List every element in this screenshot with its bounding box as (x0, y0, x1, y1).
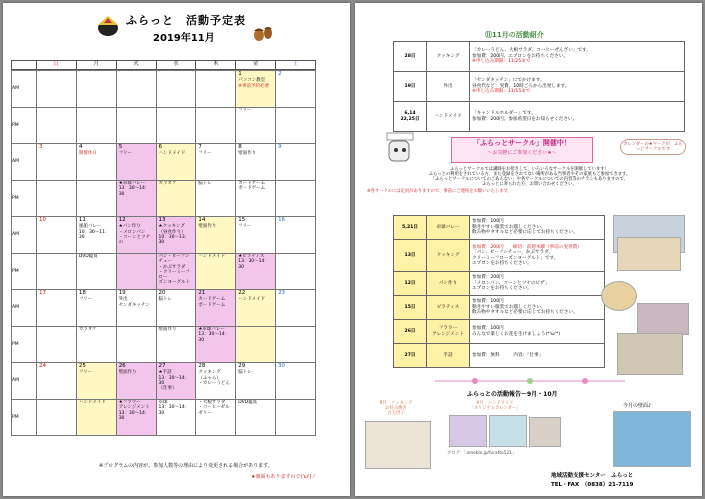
event-text: （昼食作り） (158, 229, 186, 235)
event-text: ★手話 (158, 370, 172, 376)
day-cell-pm (116, 254, 156, 290)
description-line: エプロンをお持ちください。 (472, 260, 532, 266)
month-subtitle: 2019年11月 (153, 33, 215, 44)
event-text: ・カレーうどん (198, 380, 230, 386)
day-cell-am (196, 290, 236, 327)
description-line: 参加費：100円 (472, 326, 504, 332)
day-cell-am (76, 363, 116, 400)
report-caption-handmade (455, 401, 535, 411)
day-cell-pm (156, 181, 196, 217)
event-text: 壁面作り (198, 224, 217, 230)
pm-label: PM (12, 254, 37, 290)
description-line: 動きやすい服装でお越しください。 (472, 304, 546, 310)
description-line: みんなで楽しくお花を生けましょう(*'ω'*) (472, 331, 561, 337)
day-number: 9 (278, 144, 282, 150)
day-cell-am (236, 144, 276, 181)
day-number: 30 (278, 363, 286, 369)
day-number: 23 (278, 290, 286, 296)
schedule-date: 27日 (394, 344, 427, 368)
day-cell-am (156, 144, 196, 181)
schedule-activity: ハンドメイド (427, 102, 470, 132)
schedule-activity: 卓球バレー (427, 216, 470, 240)
description-line: 昼食代など：実費。10時ごろから出発します。 (472, 83, 570, 89)
event-text: 10：30〜11：30 (78, 229, 110, 240)
description-line: 「メロンパン、コーンとツナのピザ」 (472, 280, 550, 286)
schedule-date: 12日 (394, 272, 427, 296)
photo-calendar-2 (489, 415, 527, 447)
event-text: ・かぶサラダ (158, 264, 186, 270)
event-text: ・コーヒーゼルゼリー (198, 405, 230, 416)
event-text: 脳トレ (198, 181, 212, 186)
caption-line: 白玉団子 (387, 411, 405, 416)
day-cell-pm (276, 108, 316, 144)
weekday-tue: 火 (116, 61, 156, 70)
event-text: フリー (238, 108, 252, 113)
circle-text-line: ふらっとに寄られた方、お問い合わせください。 (482, 182, 577, 187)
event-text: 13：30〜14：30 (158, 375, 190, 386)
day-cell-pm (156, 254, 196, 290)
event-text: ★卓球バレー (118, 181, 146, 186)
event-text: 13：30〜14：30 (238, 259, 269, 270)
schedule-date: 6,14 22,25日 (394, 102, 427, 132)
schedule-activity: クッキング (427, 240, 470, 272)
day-cell-pm (37, 327, 77, 363)
note-reverse: ★裏面もありますので('ω')ノ (251, 474, 317, 480)
activity-page (355, 3, 702, 496)
mascot-icon (383, 131, 417, 165)
day-number: 11 (78, 217, 86, 223)
day-number: 14 (198, 217, 206, 223)
day-cell-am (116, 217, 156, 254)
description-line: 「カレーうどん、大根サラダ、コーヒーぜんざい」です。 (472, 48, 591, 54)
day-number: 13 (158, 217, 166, 223)
schedule-row (394, 102, 685, 132)
day-cell-am (276, 290, 316, 327)
day-cell-pm (156, 400, 196, 436)
day-cell-pm (236, 400, 276, 436)
event-text: センダキッチン (118, 302, 150, 308)
event-text: 13：30〜14：30 (118, 186, 150, 197)
day-number: 20 (158, 290, 166, 296)
day-number: 29 (238, 363, 246, 369)
event-text: ★パン作り (118, 224, 141, 230)
day-number: 21 (198, 290, 206, 296)
day-number: 26 (118, 363, 126, 369)
photo-okonomiyaki (365, 421, 431, 469)
day-cell-pm (236, 254, 276, 290)
day-number: 28 (198, 363, 206, 369)
event-text: 10：30〜13：30 (158, 234, 190, 246)
circle-text-line: ふらっとサークルでは講師をお招きして、いろいろなサークルを開催しています！ (450, 167, 609, 172)
day-cell-am (156, 363, 196, 400)
circle-banner (451, 137, 593, 163)
am-label: AM (12, 290, 37, 327)
event-text: ボードゲーム (198, 302, 226, 308)
report-caption-wall: 今月の壁面♪ (623, 403, 652, 409)
schedule-description (470, 344, 605, 368)
event-text: （ふゃら） (198, 375, 221, 381)
day-number: 8 (238, 144, 242, 150)
weekday-sat: 土 (276, 61, 316, 70)
day-cell-pm (76, 108, 116, 144)
schedule-row (394, 216, 605, 240)
circle-title: 「ふらっとサークル」開催中！ (473, 139, 571, 147)
day-number: 18 (78, 290, 86, 296)
event-text: 壁面作り (158, 327, 177, 332)
circle-schedule-table (393, 215, 605, 368)
day-cell-pm (196, 108, 236, 144)
event-text: 風船バレー (78, 224, 102, 230)
day-number: 4 (78, 144, 83, 150)
pm-label: PM (12, 400, 37, 436)
event-text: 13：30〜14：30 (198, 332, 230, 343)
description-line: 参加費：100円 (472, 299, 504, 305)
circle-text-line: 「ふらっとサークルについてのごあんない」や各サークルについての内容等のチラシもありますので、 (430, 177, 629, 182)
schedule-date: 5,21日 (394, 216, 427, 240)
description-line: 参加費：200円。参加希望日をお知らせください。 (472, 116, 578, 122)
event-text: 開催休日 (78, 151, 97, 157)
am-label: AM (12, 363, 37, 400)
schedule-date: 28日 (394, 42, 427, 72)
daruma-icon (95, 13, 121, 37)
am-label: AM (12, 71, 37, 108)
description-line: 飲み物やタオルなど必要に応じてお持ちください。 (472, 310, 578, 316)
day-cell-pm (116, 327, 156, 363)
day-number: 6 (158, 144, 163, 150)
photo-calendar-1 (449, 415, 487, 447)
day-cell-pm (76, 327, 116, 363)
day-cell-pm (236, 327, 276, 363)
report-caption-cooking (373, 401, 419, 416)
circle-description (367, 167, 692, 194)
circle-bubble: カレンダーの★マークが、ふらっとサークルです (620, 139, 686, 155)
caption-line: 9月 ハンドメイド (476, 401, 514, 406)
event-text: フリー (78, 370, 93, 376)
day-cell-pm (236, 181, 276, 217)
day-cell-pm (236, 108, 276, 144)
event-text: 脳トレ (158, 297, 173, 303)
description-line: 「センダキッチン」にでかけます。 (472, 78, 545, 84)
event-text: ★クッキング (158, 224, 185, 230)
description-line: 動きやすい服装でお越しください。 (472, 224, 546, 230)
day-cell-am (37, 71, 77, 108)
schedule-date: 13日 (394, 240, 427, 272)
day-number: 15 (238, 217, 246, 223)
schedule-row (394, 344, 605, 368)
day-number: 5 (118, 144, 123, 150)
event-text: 13：30〜14：30 (158, 405, 190, 416)
schedule-date: 26日 (394, 320, 427, 344)
schedule-description (470, 240, 605, 272)
event-text: パソコン教室 (238, 78, 266, 84)
day-number: 10 (39, 217, 46, 223)
day-number: 1 (238, 71, 242, 77)
event-text: （仕事） (158, 386, 177, 392)
event-text: ★ピラティス (238, 254, 265, 259)
pm-label: PM (12, 108, 37, 144)
description-line: 参加費：200円 (472, 275, 504, 281)
caption-line: 「オリジナルカレンダー」 (469, 406, 521, 411)
schedule-description (470, 272, 605, 296)
schedule-row (394, 42, 685, 72)
event-text: カラオケ (158, 181, 177, 186)
event-text: ・クリーミーフロー (158, 269, 190, 281)
circle-subtitle: 〜お気軽にご参加ください★〜 (487, 150, 557, 156)
description-line: ※申し込み期限：11/15まで (472, 89, 531, 95)
day-cell-pm (196, 254, 236, 290)
day-cell-pm (116, 108, 156, 144)
day-number: 27 (158, 363, 166, 369)
schedule-activity: パン作り (427, 272, 470, 296)
photo-flower (617, 333, 683, 375)
event-text: フリー (118, 151, 133, 157)
schedule-activity: ピラティス (427, 296, 470, 320)
schedule-row (394, 272, 605, 296)
day-cell-am (116, 363, 156, 400)
day-cell-am (116, 71, 156, 108)
page-title: ふらっと 活動予定表 (126, 14, 246, 27)
description-line: 参加費：100円 (472, 219, 504, 225)
day-cell-am (276, 217, 316, 254)
day-cell-am (196, 363, 236, 400)
day-cell-pm (196, 327, 236, 363)
day-cell-am (76, 71, 116, 108)
weekday-fri: 金 (236, 61, 276, 70)
day-number: 12 (118, 217, 126, 223)
day-number: 16 (278, 217, 286, 223)
day-cell-pm (37, 108, 77, 144)
am-label: AM (12, 144, 37, 181)
event-text: DVD鑑賞 (78, 254, 98, 259)
event-text: パン・ビーフシチュー (158, 254, 190, 265)
pm-label: PM (12, 327, 37, 363)
day-cell-am (37, 144, 77, 181)
day-cell-pm (37, 181, 77, 217)
caption-line: お好み焼き (385, 406, 407, 411)
description-line: クリーミーフローズンヨーグルト」です。 (472, 255, 559, 261)
day-cell-am (156, 217, 196, 254)
event-text: ★卓球バレー (198, 327, 225, 332)
event-text: カードゲーム (198, 297, 226, 303)
event-text: 外出 (118, 297, 128, 303)
description-line: エプロンをお持ちください。 (472, 286, 532, 292)
day-cell-am (276, 363, 316, 400)
day-cell-pm (276, 400, 316, 436)
weekday-mon: 月 (76, 61, 116, 70)
photo-pilates (637, 303, 689, 335)
event-text: 壁面作り (238, 151, 257, 157)
schedule-description (470, 72, 685, 102)
day-cell-pm (156, 108, 196, 144)
circle-text-line: ふらっとの利用をされている方、また登録をされてない場所がある当事者やその家族もご参加できます。 (428, 172, 631, 177)
event-text: DVD鑑賞 (238, 400, 258, 405)
day-cell-am (37, 290, 77, 327)
day-cell-pm (76, 400, 116, 436)
event-text: ズンヨーグルト (158, 280, 190, 286)
day-cell-pm (276, 254, 316, 290)
day-cell-am (236, 290, 276, 327)
day-cell-am (276, 71, 316, 108)
event-text: フリー (78, 297, 93, 303)
schedule-activity: 手話 (427, 344, 470, 368)
day-cell-am (76, 290, 116, 327)
acorn-icon (251, 21, 275, 43)
event-text: ハンドメイド (198, 254, 226, 259)
event-text: アレンジメント (118, 405, 150, 411)
day-cell-pm (76, 181, 116, 217)
event-text: ・大根サラダ (198, 400, 226, 405)
schedule-row (394, 296, 605, 320)
weekday-wed: 水 (156, 61, 196, 70)
schedule-description (470, 42, 685, 72)
november-schedule-table (393, 41, 685, 132)
day-number: 17 (39, 290, 46, 296)
caption-line: 9月 クッキング (379, 401, 413, 406)
schedule-date: 15日 (394, 296, 427, 320)
note-change: ※プログラムの内容が、参加人数等の理由により変更される場合があります。 (99, 463, 273, 469)
event-text: フリー (238, 224, 252, 230)
day-cell-pm (276, 181, 316, 217)
schedule-description (470, 320, 605, 344)
divider-hearts (435, 375, 625, 387)
calendar-page (3, 3, 350, 496)
schedule-date: 19日 (394, 72, 427, 102)
day-cell-am (37, 363, 77, 400)
pm-label: PM (12, 181, 37, 217)
day-number: 3 (39, 144, 43, 150)
event-text: ハンドメイド (158, 151, 186, 157)
day-number: 2 (278, 71, 282, 77)
event-text: 脳トレ (238, 370, 252, 376)
description-line: 飲み物やタオルなど必要に応じてお持ちください。 (472, 230, 578, 236)
day-cell-am (276, 144, 316, 181)
footer-phone: TEL・FAX （0838）21-7119 (551, 482, 634, 488)
photo-bread (601, 281, 637, 311)
circle-text-line: ※各サークルには定員がありますので、事前にご連絡をお願いいたします。 (367, 189, 512, 194)
day-number: 22 (238, 290, 246, 296)
day-cell-am (76, 144, 116, 181)
day-cell-am (236, 363, 276, 400)
day-cell-pm (116, 400, 156, 436)
day-number: 25 (78, 363, 86, 369)
schedule-activity: 外出 (427, 72, 470, 102)
photo-wall-decoration (613, 411, 691, 467)
calendar-grid (11, 60, 316, 436)
day-cell-am (236, 71, 276, 108)
weekday-sun: 日 (37, 61, 77, 70)
description-line: ※申し込み期限：11/25まで (472, 59, 531, 65)
day-cell-am (156, 71, 196, 108)
description-line: 参加費：200円、エプロンをお持ちください。 (472, 53, 569, 59)
event-text: カードゲーム (238, 181, 266, 186)
day-number: 19 (118, 290, 126, 296)
day-cell-pm (156, 327, 196, 363)
day-cell-am (196, 217, 236, 254)
activity-heading: ⑪11月の活動紹介 (485, 31, 544, 39)
weekday-header (12, 61, 316, 70)
description-line: 「パン、ビーフシチュー、かぶサラダ、 (472, 250, 554, 256)
day-cell-pm (37, 400, 77, 436)
event-text: ボードゲーム (238, 186, 266, 192)
description-line: 参加費：無料 内容：「仕事」 (472, 352, 544, 358)
schedule-activity: クッキング (427, 42, 470, 72)
event-text: ハンドメイド (238, 297, 266, 303)
schedule-row (394, 72, 685, 102)
day-number: 7 (198, 144, 202, 150)
event-text: 13：30〜14：30 (118, 410, 150, 421)
day-cell-am (196, 71, 236, 108)
day-cell-pm (196, 181, 236, 217)
day-cell-am (116, 290, 156, 327)
event-text: ・コーンとツナの (118, 234, 151, 246)
event-text: ※事前予約必要 (238, 83, 269, 89)
day-cell-pm (37, 254, 77, 290)
day-cell-am (156, 290, 196, 327)
report-title: ふらっとの活動報告〜9月・10月 (467, 391, 558, 398)
day-cell-pm (76, 254, 116, 290)
blog-url: ブログ：「ameblo.jp/furatto521」 (447, 451, 517, 456)
event-text: ★フラワー (118, 400, 141, 405)
schedule-description (470, 296, 605, 320)
day-cell-am (236, 217, 276, 254)
event-text: クッキング (198, 370, 221, 376)
schedule-description (470, 102, 685, 132)
photo-cooking (617, 237, 681, 271)
event-text: 壁面作り (118, 370, 137, 376)
event-text: カラオケ (78, 327, 97, 332)
description-line: 「キャンドルホルダー」です。 (472, 111, 536, 117)
schedule-activity: フラワー アレンジメント (427, 320, 470, 344)
day-cell-am (196, 144, 236, 181)
day-cell-am (37, 217, 77, 254)
day-cell-am (76, 217, 116, 254)
event-text: 卓球 (158, 400, 168, 405)
day-cell-pm (116, 181, 156, 217)
photo-calendar-3 (529, 417, 561, 447)
day-cell-pm (196, 400, 236, 436)
event-text: ・メロンパン (118, 229, 146, 235)
event-text: フリー (198, 151, 212, 157)
day-cell-am (116, 144, 156, 181)
day-cell-pm (276, 327, 316, 363)
day-number: 24 (39, 363, 46, 369)
am-label: AM (12, 217, 37, 254)
event-text: ハンドメイド (78, 400, 106, 405)
weekday-thu: 木 (196, 61, 236, 70)
schedule-row (394, 240, 605, 272)
schedule-description (470, 216, 605, 240)
schedule-row (394, 320, 605, 344)
footer-center: 地域活動支援センター ふらっと (551, 473, 634, 479)
description-line: 参加費：200円 締切：前週木曜（事前の実習費） (472, 244, 582, 250)
calendar-weeks (11, 70, 316, 436)
